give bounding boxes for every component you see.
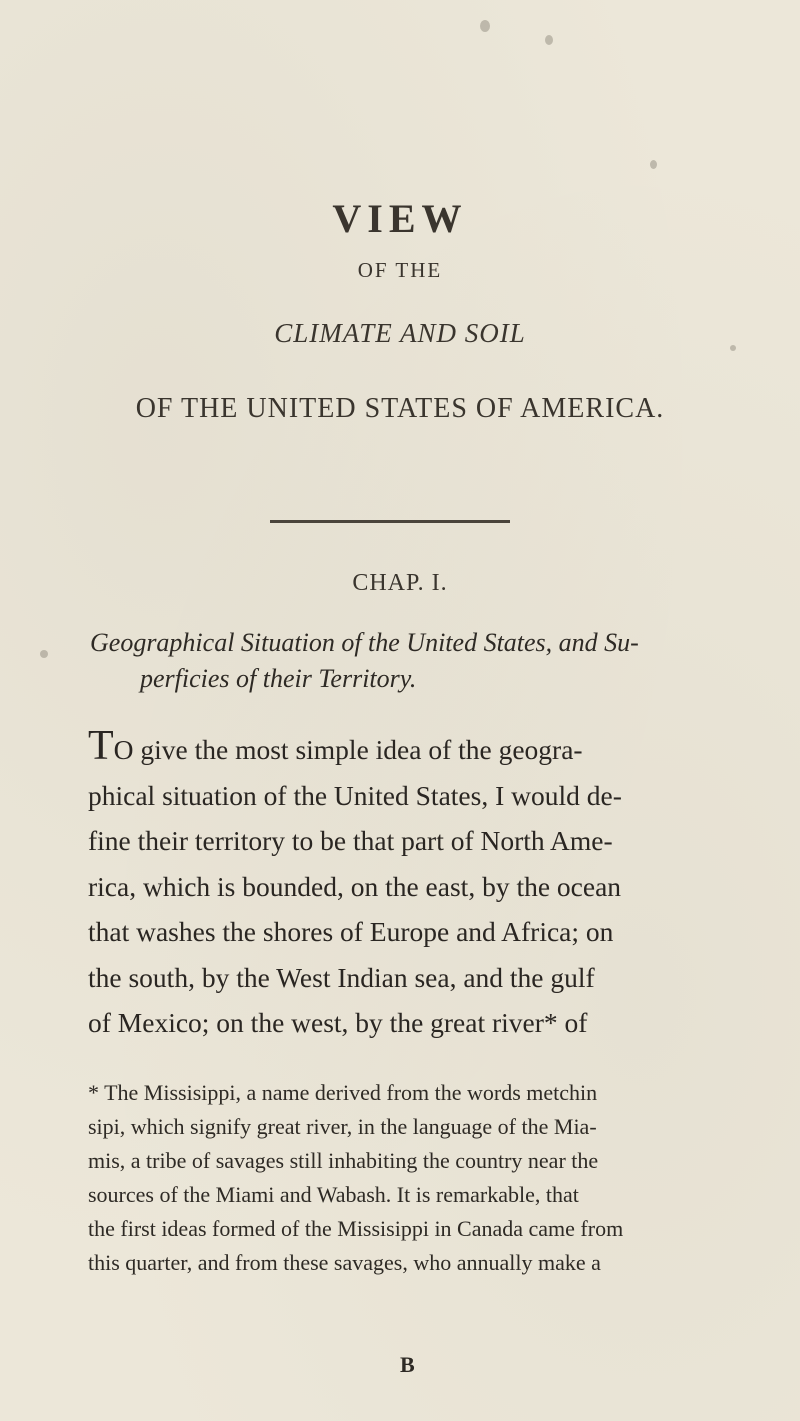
title-climate: CLIMATE AND SOIL [274, 318, 526, 348]
chapter-subtitle [90, 625, 770, 697]
signature-mark: B [400, 1352, 415, 1377]
footnote-line: the first ideas formed of the Missisippi in Canada came from [88, 1216, 624, 1241]
body-paragraph [88, 725, 706, 1046]
body-line: phical situation of the United States, I would de- [88, 779, 622, 811]
footnote-line: mis, a tribe of savages still inhabiting the country near the [88, 1148, 599, 1173]
title-country: OF THE UNITED STATES OF AMERICA. [135, 393, 665, 424]
footnote-line: sipi, which signify great river, in the language of the Mia- [88, 1114, 597, 1139]
foxing-spot [480, 20, 490, 32]
body-line: fine their territory to be that part of North Ame- [88, 825, 613, 856]
body-line: of Mexico; on the west, by the great river* of [88, 1007, 588, 1038]
footnote-line: this quarter, and from these savages, who annually make a [88, 1250, 601, 1275]
body-line: that washes the shores of Europe and Africa; on [88, 916, 614, 947]
footnote [88, 1076, 718, 1280]
chapter-heading: CHAP. I. [352, 570, 448, 596]
foxing-spot [650, 160, 657, 169]
body-line: the south, by the West Indian sea, and the gulf [88, 961, 595, 993]
body-line: rica, which is bounded, on the east, by the ocean [88, 870, 622, 902]
body-line: TO give the most simple idea of the geogra- [88, 723, 583, 769]
title-scope: OF THE [357, 258, 443, 282]
drop-cap: T [88, 723, 114, 769]
subtitle-line: perficies of their Territory. [140, 664, 417, 693]
footnote-line: sources of the Miami and Wabash. It is remarkable, that [88, 1182, 579, 1207]
subtitle-line: Geographical Situation of the United States, and Su- [90, 628, 639, 657]
foxing-spot [545, 35, 553, 45]
title-rule [270, 520, 510, 523]
foxing-spot [40, 650, 48, 658]
footnote-line: * The Missisippi, a name derived from the words metchin [88, 1080, 598, 1105]
title-view: VIEW [332, 196, 468, 241]
